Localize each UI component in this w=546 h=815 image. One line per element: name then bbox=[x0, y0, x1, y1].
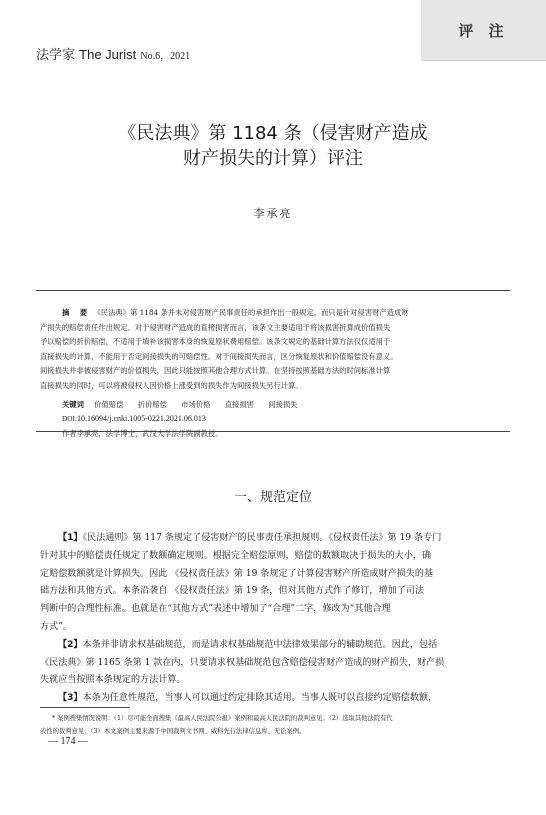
doi-label: DOI: bbox=[62, 414, 77, 423]
page-number: — 174 — bbox=[48, 736, 88, 747]
keywords-label: 关键词 bbox=[62, 400, 84, 409]
keyword: 价值赔偿 bbox=[94, 400, 124, 409]
footnote-line: 表性的裁判意见；（3）本文案例主要来源于中国裁判文书网、威科先行法律信息库、无讼案例。 bbox=[40, 727, 306, 735]
keyword: 市场价格 bbox=[181, 400, 211, 409]
author-note: 作者李承亮，法学博士，武汉大学法学院副教授。 bbox=[62, 429, 223, 438]
paragraph-number: 【2】 bbox=[58, 639, 83, 650]
journal-header bbox=[36, 44, 190, 63]
section-heading: 一、规范定位 bbox=[233, 490, 312, 505]
keyword: 直接损害 bbox=[224, 400, 254, 409]
paragraph-line: 定赔偿数额就是计算损失。因此 《侵权责任法》第 19 条规定了计算侵害财产所造成财产损失的基 bbox=[40, 568, 434, 579]
abstract-line: 间接损失并非被侵害财产的价值损失，因此只能按照其他合理方式计算。在坚持按照基础方法的时间标准计算 bbox=[40, 366, 391, 375]
paragraph-line: 础方法和其他方式。本条沿袭自 《侵权责任法》第 19 条，但对其他方式作了修订，增加了司法 bbox=[40, 586, 424, 597]
abstract-line: 产损失的赔偿责任作出规定。对于侵害财产造成的直接损害而言，该条文主要适用于将该损害折算成价值损失 bbox=[40, 322, 391, 332]
journal-name-cn: 法学家 bbox=[36, 48, 76, 63]
paragraph-line: 【2】本条并非请求权基础规范，而是请求权基础规范中法律效果部分的辅助规范。因此，包括 bbox=[58, 639, 438, 650]
article-title-line-1: 《民法典》第 1184 条（侵害财产造成 bbox=[118, 123, 428, 144]
paragraph-number: 【1】 bbox=[58, 533, 83, 543]
footnote bbox=[40, 713, 510, 738]
journal-issue: No.6，2021 bbox=[140, 51, 191, 62]
paragraph-line: 【1】《民法通则》第 117 条规定了侵害财产的民事责任承担规则。《侵权责任法》第 19 条专门 bbox=[58, 533, 442, 543]
body-text bbox=[40, 530, 506, 708]
journal-name-en: The Jurist bbox=[79, 47, 137, 62]
keyword: 折价赔偿 bbox=[137, 400, 167, 409]
paragraph-line: 方式”。 bbox=[40, 621, 72, 632]
doi bbox=[62, 414, 206, 423]
abstract-label: 摘 要 bbox=[62, 308, 92, 317]
footnote-rule bbox=[40, 707, 130, 708]
paragraph-number: 【3】 bbox=[58, 693, 83, 704]
abstract-bottom-rule bbox=[36, 431, 510, 432]
abstract-line: 直接损失的计算，不能用于否定间接损失的可赔偿性。对于间接损失而言，区分恢复原状和价值赔偿没有意义。 bbox=[40, 351, 398, 361]
footnote-line: * 案例搜集情况说明：（1）尽可能全面搜集《最高人民法院公报》案例和最高人民法院的裁判意见；（2）选取其他法院有代 bbox=[52, 715, 393, 722]
paragraph-line: 【3】本条为任意性规范，当事人可以通过约定排除其适用。当事人既可以直接约定赔偿数额， bbox=[58, 693, 438, 704]
abstract-line: 予以赔偿的折价赔偿，不适用于填补该损害本身的恢复原状费用赔偿。该条文规定的基础计算方法仅仅适用于 bbox=[40, 337, 391, 346]
section-tab: 评 注 bbox=[421, 0, 546, 61]
abstract-block bbox=[40, 306, 506, 393]
paragraph-line: 《民法典》第 1165 条第 1 款在内，只要请求权基础规范包含赔偿侵害财产造成的财产损失，财产损 bbox=[40, 657, 445, 668]
keywords bbox=[62, 400, 309, 410]
paragraph-line: 判断中的合理性标准。也就是在“其他方式”表述中增加了“合理”二字，修改为“其他合理 bbox=[40, 604, 391, 615]
abstract-top-rule bbox=[36, 290, 510, 291]
article-title-line-2: 财产损失的计算）评注 bbox=[183, 148, 363, 169]
abstract-line: 直接损失的同时，可以将被侵权人因价格上涨受到的损失作为间接损失另行计算。 bbox=[40, 380, 303, 390]
abstract-line: 摘 要 《民法典》第 1184 条并未对侵害财产民事责任的承担作出一般规定，而只是针对侵害财产造成财 bbox=[62, 308, 409, 317]
author-name: 李承亮 bbox=[253, 207, 293, 220]
paragraph-line: 针对其中的赔偿责任规定了数额确定规则。根据完全赔偿原则，赔偿的数额取决于损失的大小，确 bbox=[40, 550, 432, 561]
doi-value: 10.16094/j.cnki.1005-0221.2021.06.013 bbox=[77, 414, 206, 423]
paragraph-line: 失就应当按照本条规定的方法计算。 bbox=[40, 675, 186, 686]
keyword: 间接损失 bbox=[268, 400, 298, 409]
